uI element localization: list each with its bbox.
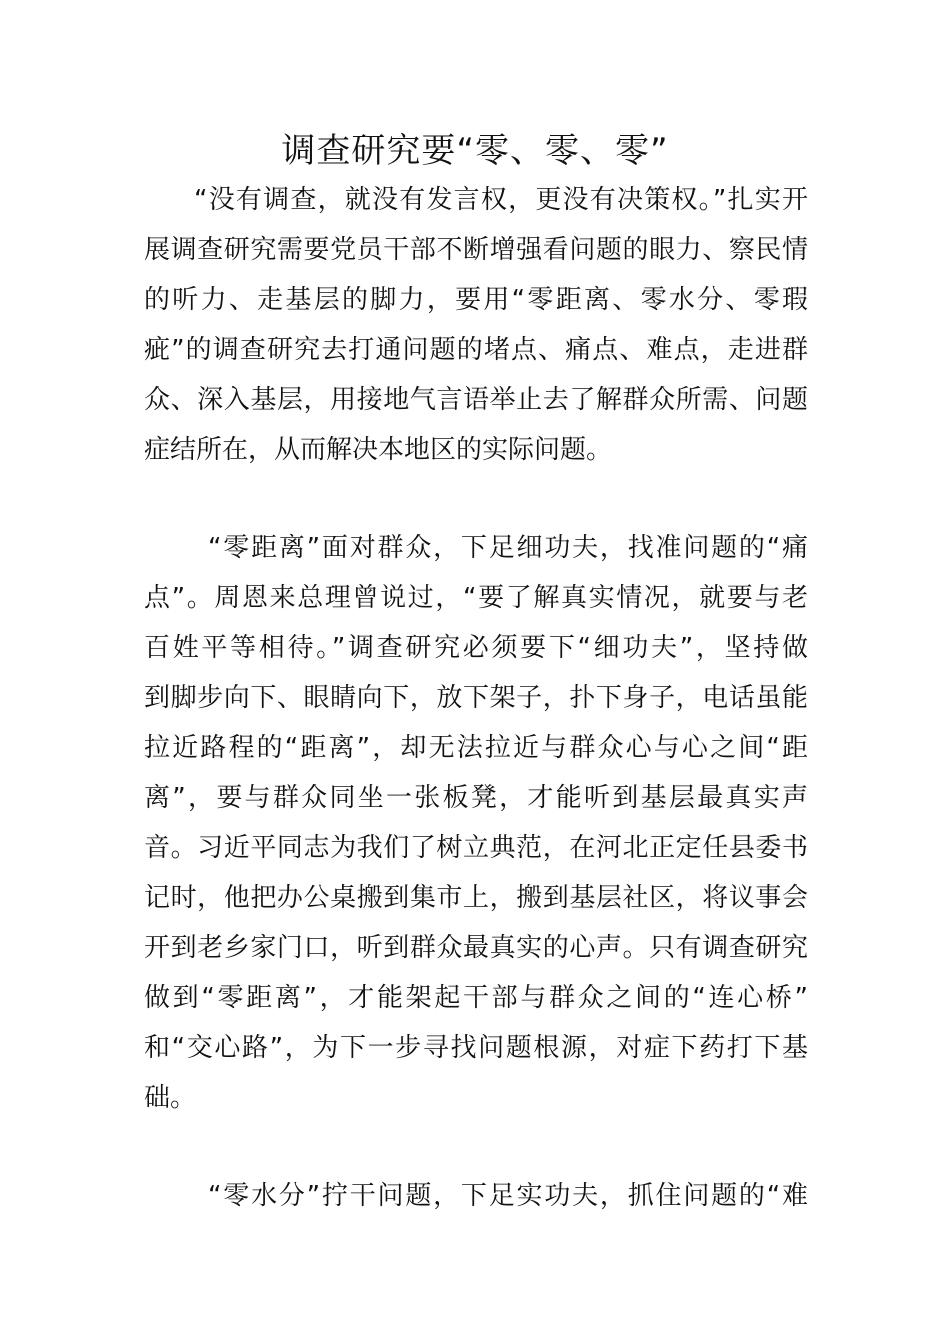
text-line: 础。 <box>144 1083 197 1113</box>
text-line: 记时，他把办公桌搬到集市上，搬到基层社区，将议事会 <box>144 883 808 913</box>
text-line: “没有调查，就没有发言权，更没有决策权。”扎实开 <box>194 185 808 215</box>
text-line: “零水分”拧干问题，下足实功夫，抓住问题的“难 <box>208 1181 808 1211</box>
text-line: 百姓平等相待。”调查研究必须要下“细功夫”，坚持做 <box>144 633 808 663</box>
text-line: 症结所在，从而解决本地区的实际问题。 <box>144 435 613 465</box>
text-line: 点”。周恩来总理曾说过，“要了解真实情况，就要与老 <box>144 583 808 613</box>
text-line: 拉近路程的“距离”，却无法拉近与群众心与心之间“距 <box>144 733 808 763</box>
text-line: 做到“零距离”，才能架起干部与群众之间的“连心桥” <box>144 983 808 1013</box>
text-line: 音。习近平同志为我们了树立典范，在河北正定任县委书 <box>144 833 808 863</box>
text-line: 离”，要与群众同坐一张板凳，才能听到基层最真实声 <box>144 783 808 813</box>
text-line: 到脚步向下、眼睛向下，放下架子，扑下身子，电话虽能 <box>144 683 808 713</box>
text-line: 的听力、走基层的脚力，要用“零距离、零水分、零瑕 <box>144 285 808 315</box>
text-line: 众、深入基层，用接地气言语举止去了解群众所需、问题 <box>144 385 808 415</box>
text-line: 展调查研究需要党员干部不断增强看问题的眼力、察民情 <box>144 235 808 265</box>
text-line: 疵”的调查研究去打通问题的堵点、痛点、难点，走进群 <box>144 335 808 365</box>
text-line: 开到老乡家门口，听到群众最真实的心声。只有调查研究 <box>144 933 808 963</box>
text-line: “零距离”面对群众，下足细功夫，找准问题的“痛 <box>208 533 808 563</box>
text-line: 和“交心路”，为下一步寻找问题根源，对症下药打下基 <box>144 1033 808 1063</box>
page-title: 调查研究要“零、零、零” <box>281 131 669 171</box>
